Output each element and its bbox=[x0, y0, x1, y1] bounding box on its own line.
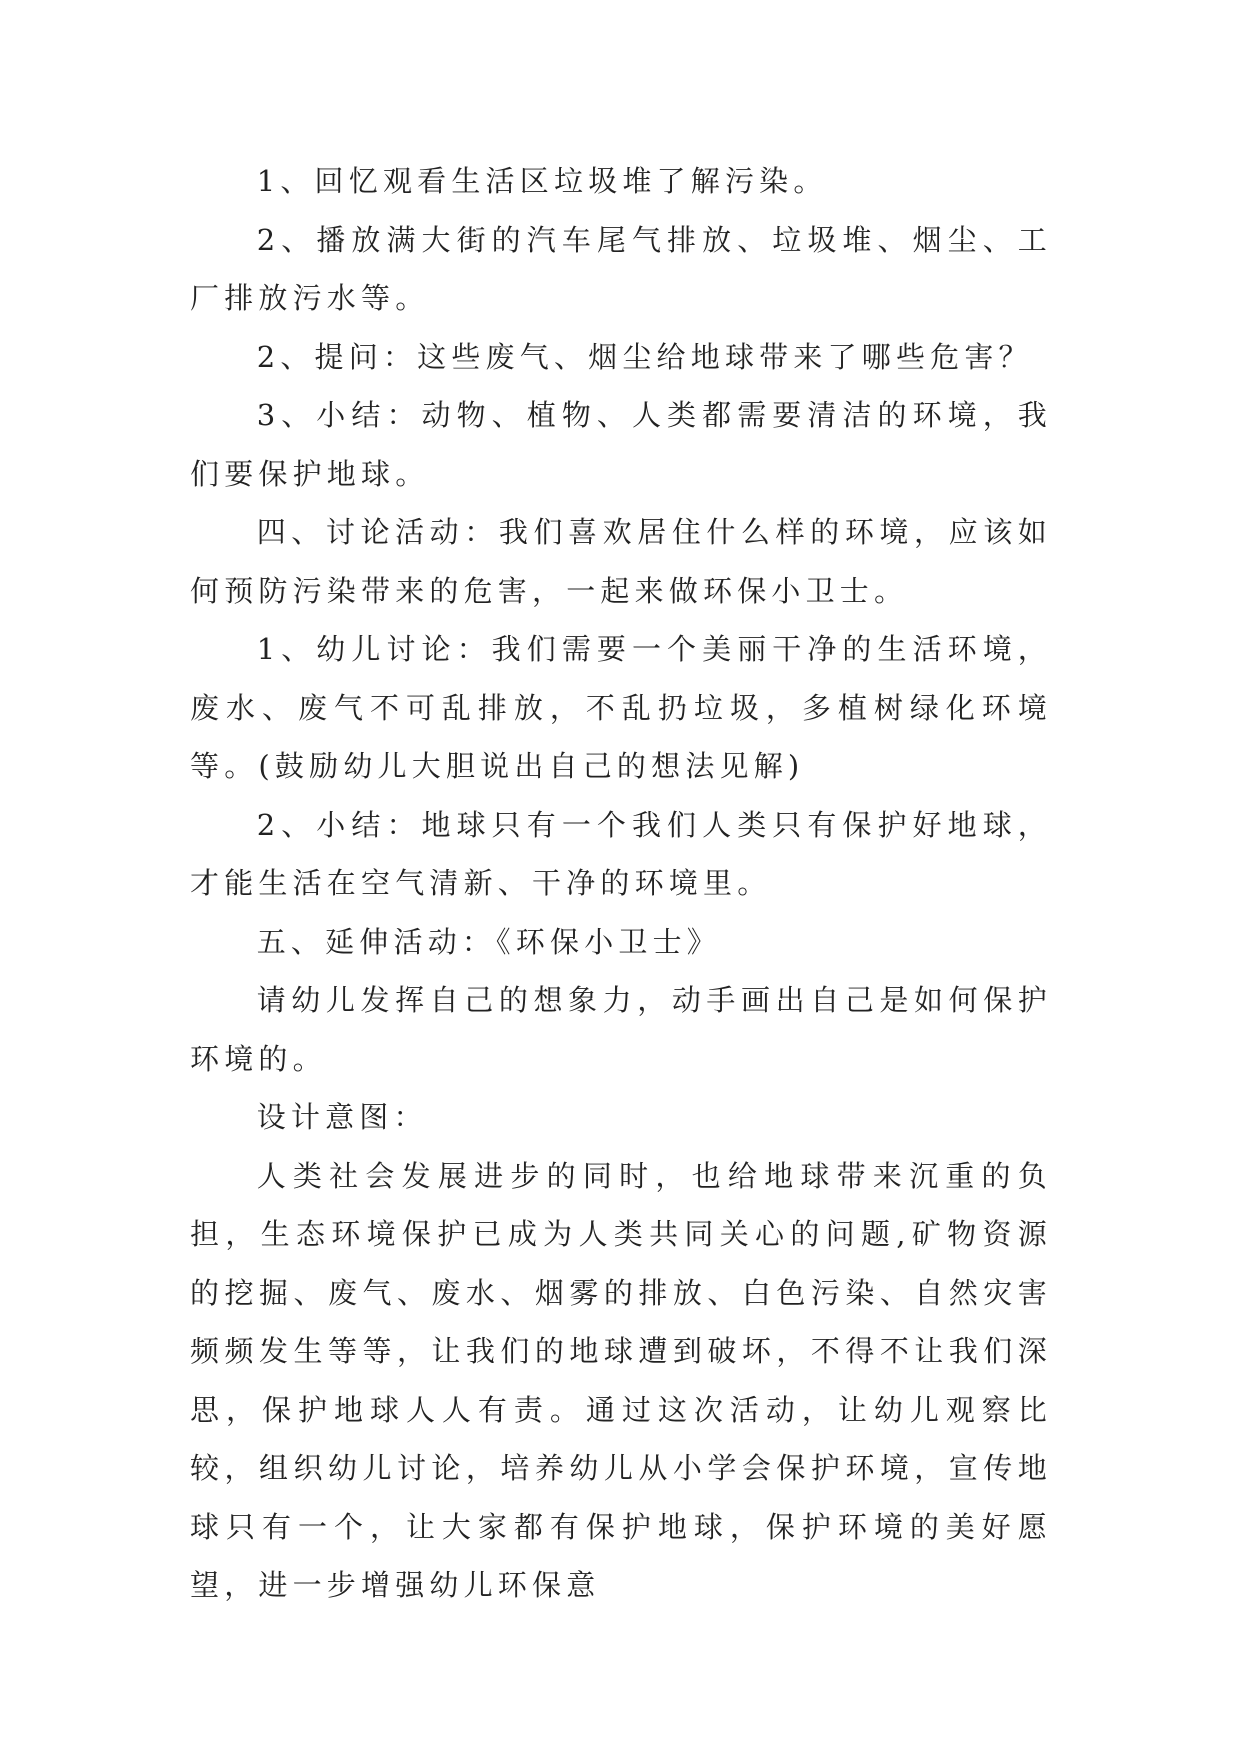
paragraph-discussion-activity: 四、讨论活动：我们喜欢居住什么样的环境，应该如何预防污染带来的危害，一起来做环保小卫士。 bbox=[190, 515, 1052, 608]
paragraph-summary-earth: 2、小结：地球只有一个我们人类只有保护好地球，才能生活在空气清新、干净的环境里。 bbox=[190, 807, 1052, 900]
paragraph-design-intent-heading: 设计意图： bbox=[256, 1100, 428, 1134]
paragraph-design-intent-body: 人类社会发展进步的同时，也给地球带来沉重的负担，生态环境保护已成为人类共同关心的问题,矿物资源的挖掘、废气、废水、烟雾的排放、白色污染、自然灾害频频发生等等，让我们的地球遭到破坏，不得不让我们深思，保护地球人人有责。通过这次活动，让幼儿观察比较，组织幼儿讨论，培养幼儿从小学会保护环境，宣传地球只有一个，让大家都有保护地球，保护环境的美好愿望，进一步增强幼儿环保意 bbox=[190, 1158, 1052, 1602]
paragraph-summary-protect: 3、小结：动物、植物、人类都需要清洁的环境，我们要保护地球。 bbox=[190, 398, 1052, 491]
document-body bbox=[190, 152, 1052, 1615]
paragraph-question: 2、提问：这些废气、烟尘给地球带来了哪些危害？ bbox=[256, 339, 1033, 374]
paragraph-play-pollution: 2、播放满大街的汽车尾气排放、垃圾堆、烟尘、工厂排放污水等。 bbox=[190, 222, 1052, 315]
paragraph-children-discussion: 1、幼儿讨论：我们需要一个美丽干净的生活环境，废水、废气不可乱排放，不乱扔垃圾，多植树绿化环境等。(鼓励幼儿大胆说出自己的想法见解) bbox=[190, 632, 1052, 783]
paragraph-extension-activity: 五、延伸活动：《环保小卫士》 bbox=[256, 924, 721, 959]
paragraph-drawing-task: 请幼儿发挥自己的想象力，动手画出自己是如何保护环境的。 bbox=[190, 983, 1052, 1076]
paragraph-recall-garbage: 1、回忆观看生活区垃圾堆了解污染。 bbox=[256, 164, 828, 198]
